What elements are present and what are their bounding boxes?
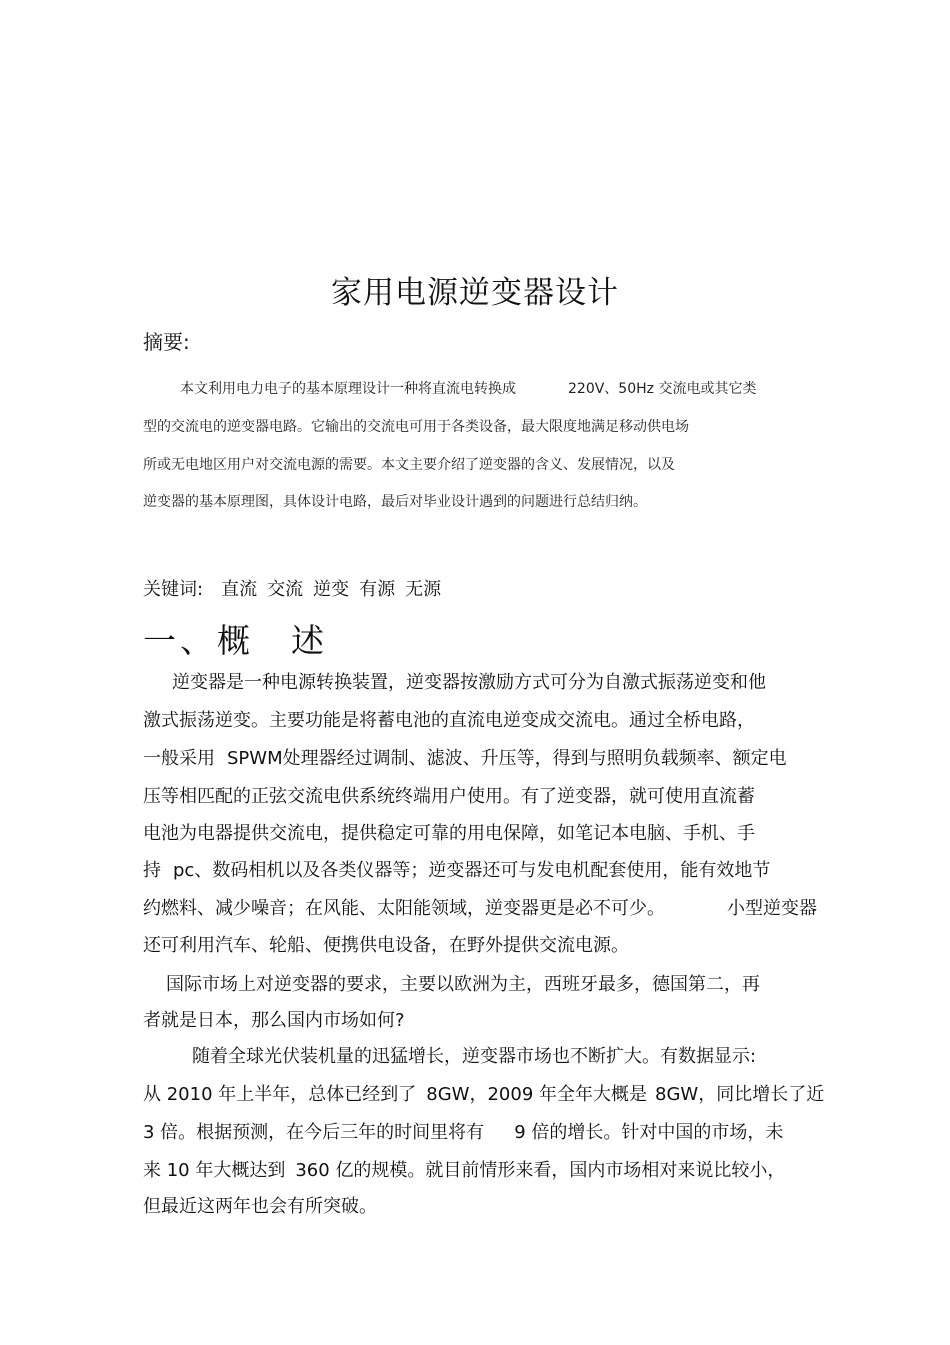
- body-line-12: [143, 1086, 824, 1104]
- body-line-2: [143, 712, 755, 730]
- body-line-13: [143, 1124, 783, 1142]
- abstract-heading: 摘要:: [143, 330, 190, 354]
- body-line-11: [192, 1048, 756, 1066]
- abstract-line-3-text: 所或无电地区用户对交流电源的需要。本文主要介绍了逆变器的含义、发展情况，以及: [143, 457, 675, 473]
- abstract-line-4-text: 逆变器的基本原理图，具体设计电路，最后对毕业设计遇到的问题进行总结归纳。: [143, 494, 647, 510]
- abstract-line-1: [180, 382, 756, 396]
- body-line-9-text: 国际市场上对逆变器的要求，主要以欧洲为主，西班牙最多，德国第二，再: [166, 974, 760, 995]
- body-line-2-text: 激式振荡逆变。主要功能是将蓄电池的直流电逆变成交流电。通过全桥电路，: [143, 710, 755, 731]
- abstract-line-1-part-1: 本文利用电力电子的基本原理设计一种将直流电转换成: [180, 381, 516, 397]
- body-line-14-part-2: 360 亿的规模。就目前情形来看，国内市场相对来说比较小，: [295, 1160, 786, 1181]
- body-line-4: [143, 788, 755, 806]
- abstract-line-4: [143, 495, 647, 509]
- abstract-line-3: [143, 458, 675, 472]
- body-line-10-text: 者就是日本，那么国内市场如何?: [143, 1010, 405, 1031]
- body-line-13-part-2: 9 倍的增长。针对中国的市场，未: [514, 1122, 784, 1143]
- body-line-4-text: 压等相匹配的正弦交流电供系统终端用户使用。有了逆变器，就可使用直流蓄: [143, 786, 755, 807]
- abstract-line-2-text: 型的交流电的逆变器电路。它输出的交流电可用于各类设备，最大限度地满足移动供电场: [143, 419, 689, 435]
- body-line-14: [143, 1162, 785, 1180]
- body-line-3: [143, 750, 787, 768]
- keyword: 直流: [221, 579, 258, 600]
- body-line-12-part-1: 从 2010 年上半年，总体已经到了: [143, 1084, 417, 1105]
- body-line-7-part-2: 小型逆变器: [727, 898, 817, 919]
- keywords-line: [143, 581, 441, 599]
- keywords-label: 关键词:: [143, 579, 204, 600]
- body-line-13-part-1: 3 倍。根据预测，在今后三年的时间里将有: [143, 1122, 485, 1143]
- body-line-15-text: 但最近这两年也会有所突破。: [143, 1196, 377, 1217]
- keyword: 逆变: [313, 579, 350, 600]
- body-line-1: [172, 674, 766, 692]
- body-line-15: [143, 1198, 377, 1216]
- body-line-8-text: 还可利用汽车、轮船、便携供电设备，在野外提供交流电源。: [143, 935, 629, 956]
- keyword: 有源: [359, 579, 396, 600]
- body-line-6-part-2: pc、数码相机以及各类仪器等；逆变器还可与发电机配套使用，能有效地节: [173, 860, 771, 881]
- body-line-8: [143, 937, 629, 955]
- body-line-5: [143, 825, 755, 843]
- body-line-6-part-1: 持: [143, 860, 161, 881]
- body-line-5-text: 电池为电器提供交流电，提供稳定可靠的用电保障，如笔记本电脑、手机、手: [143, 823, 755, 844]
- body-line-3-part-1: 一般采用: [143, 748, 215, 769]
- body-line-7-part-1: 约燃料、减少噪音；在风能、太阳能领域，逆变器更是必不可少。: [143, 898, 665, 919]
- body-line-14-part-1: 来 10 年大概达到: [143, 1160, 286, 1181]
- body-line-9: [166, 976, 760, 994]
- body-line-3-part-2: SPWM处理器经过调制、滤波、升压等，得到与照明负载频率、额定电: [227, 748, 787, 769]
- section-heading: 一、概 述: [143, 621, 328, 660]
- body-line-12-part-3: 8GW，同比增长了近: [655, 1084, 825, 1105]
- body-line-1-text: 逆变器是一种电源转换装置，逆变器按激励方式可分为自激式振荡逆变和他: [172, 672, 766, 693]
- body-line-6: [143, 862, 770, 880]
- body-line-10: [143, 1012, 405, 1030]
- body-line-12-part-2: 8GW，2009 年全年大概是: [426, 1084, 647, 1105]
- body-line-7: [143, 900, 817, 918]
- document-title: 家用电源逆变器设计: [331, 275, 619, 311]
- keyword: 交流: [267, 579, 304, 600]
- keyword: 无源: [405, 579, 442, 600]
- abstract-line-1-part-2: 220V、50Hz 交流电或其它类: [568, 381, 757, 397]
- body-line-11-text: 随着全球光伏装机量的迅猛增长，逆变器市场也不断扩大。有数据显示:: [192, 1046, 757, 1067]
- abstract-line-2: [143, 420, 689, 434]
